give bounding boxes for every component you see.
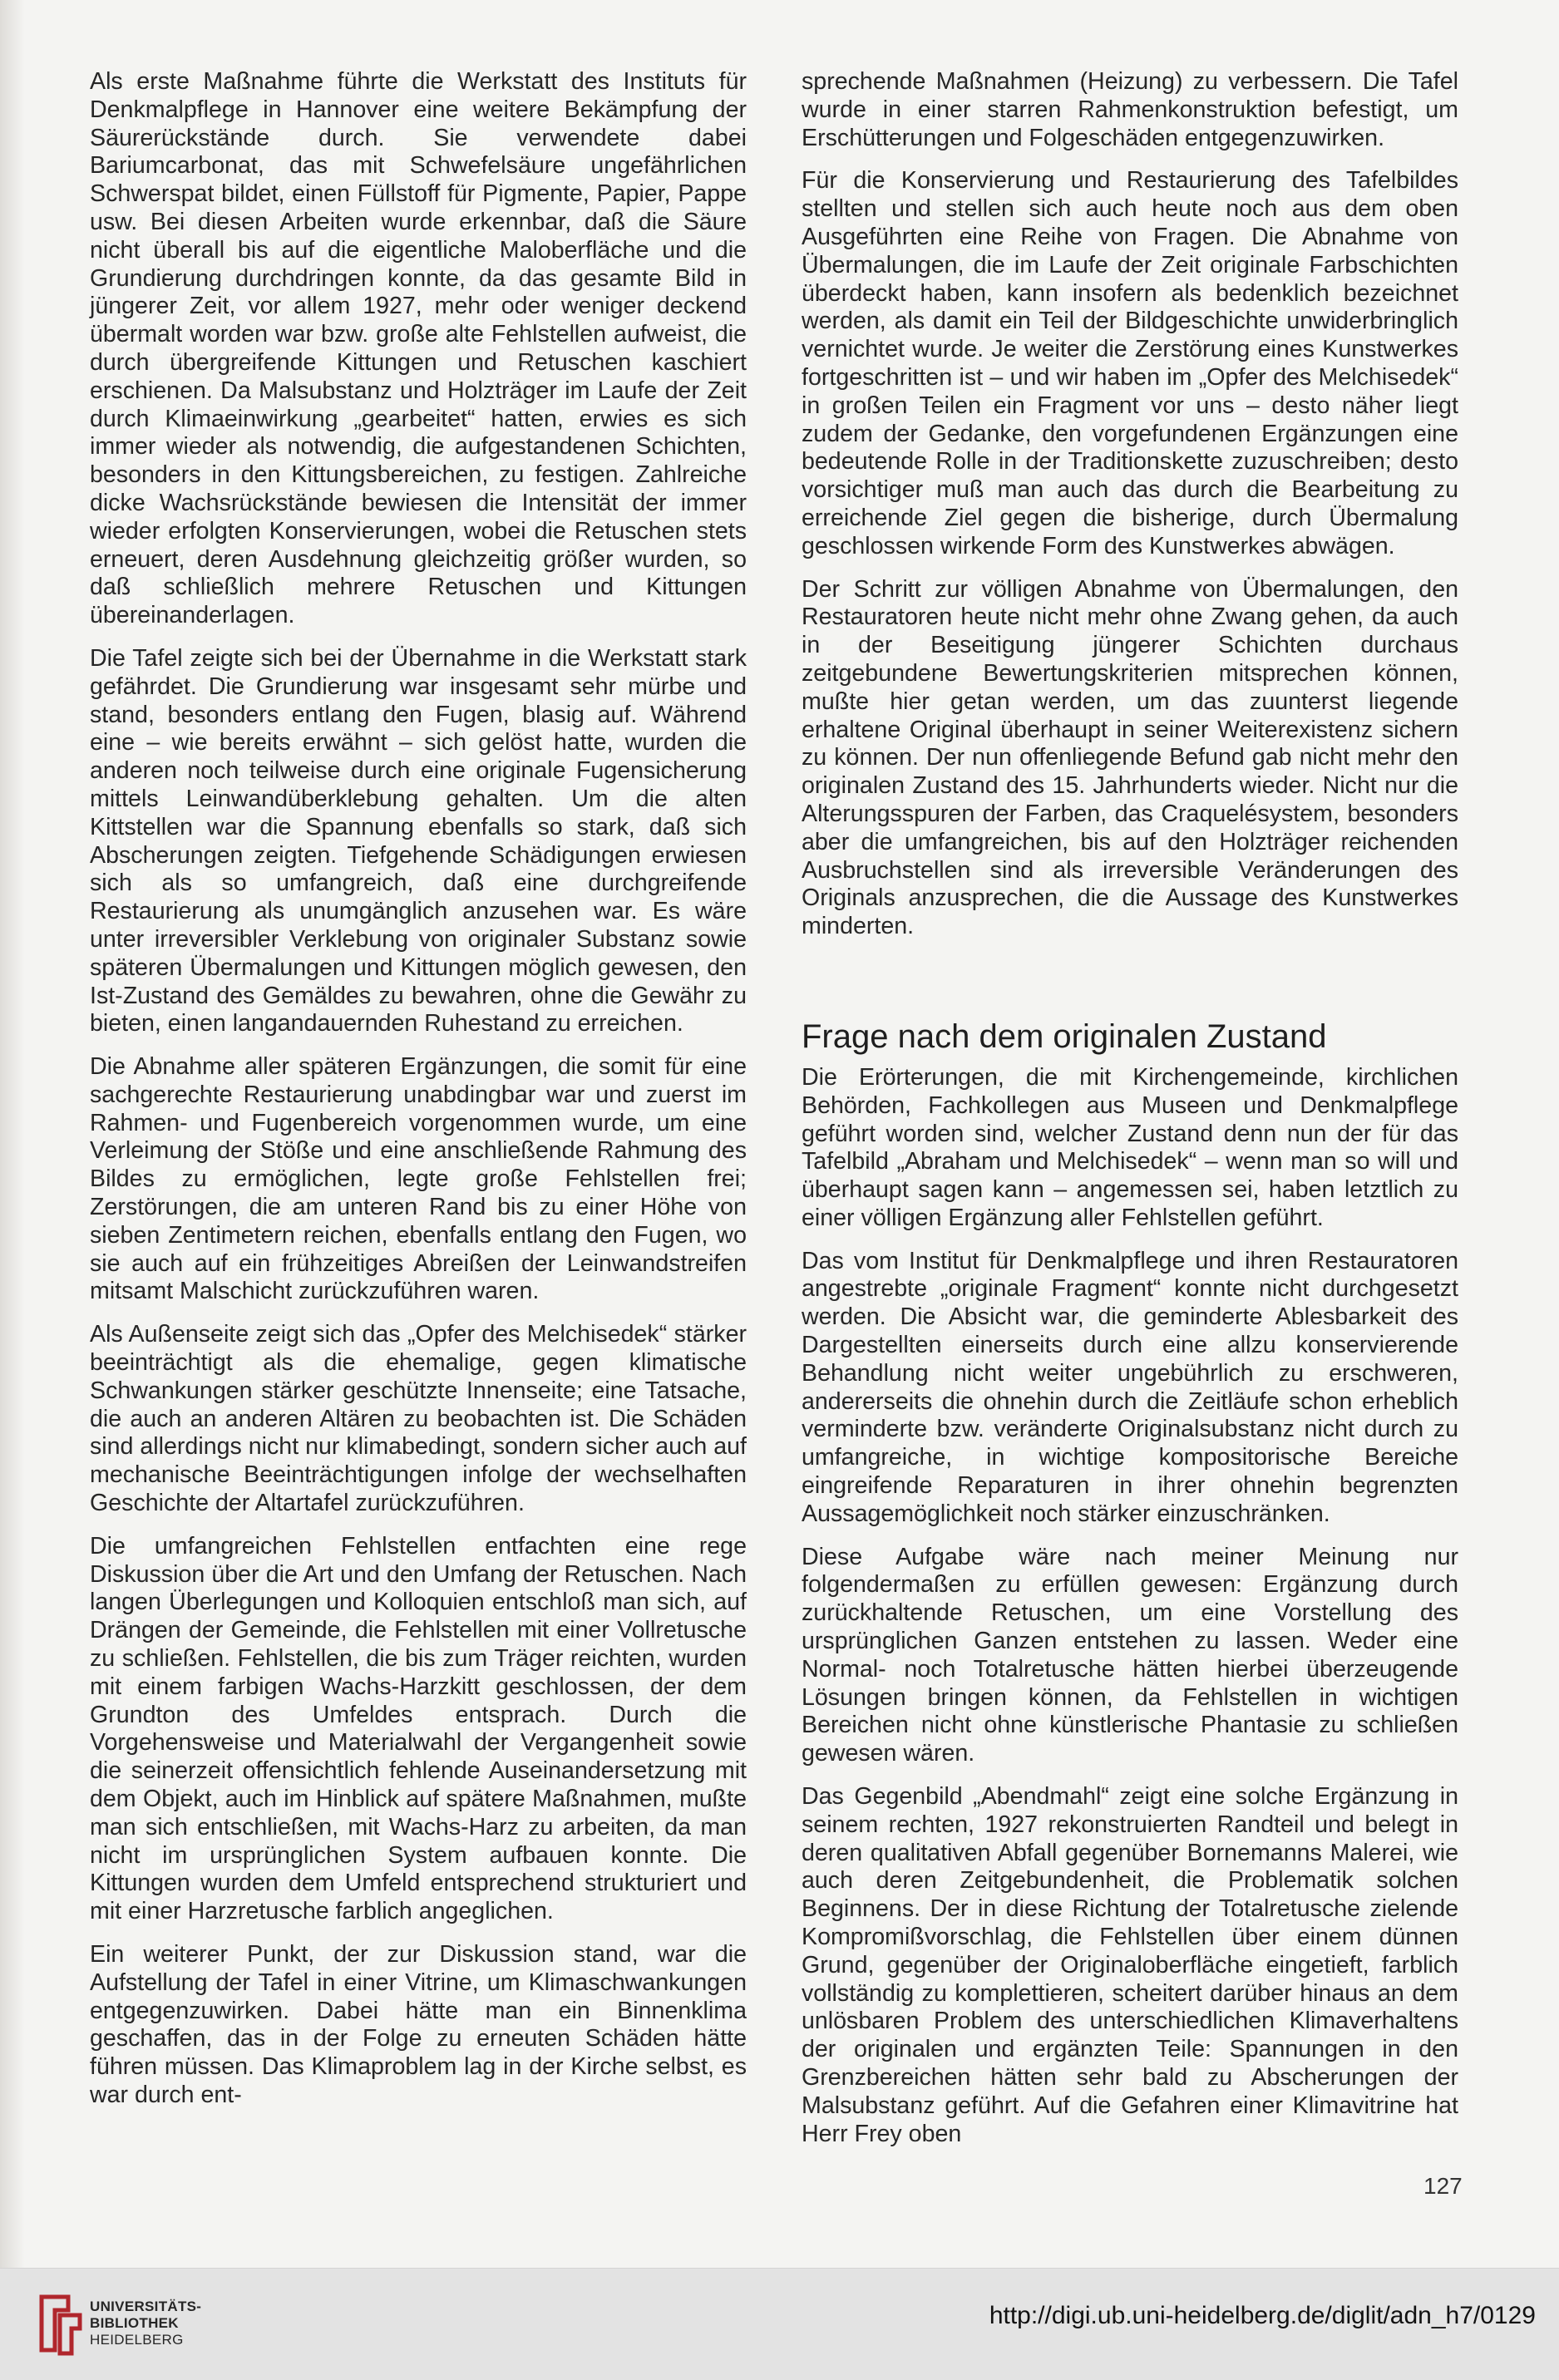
- right-column: [802, 68, 1458, 2163]
- left-column: [90, 68, 747, 2125]
- paragraph: Die Abnahme aller späteren Ergänzungen, die somit für eine sachgerechte Restaurierung unabdingbar war und zuerst im Rahmen- und Fugenbereich vorgenommen wurde, um eine Verleimung der Stöße und eine anschließende Rahmung des Bildes zu ermöglichen, legte große Fehlstellen frei; Zerstörungen, die am unteren Rand bis zu einer Höhe von sieben Zentimetern reichen, ebenfalls entlang den Fugen, wo sie auch auf ein frühzeitiges Abreißen der Leinwandstreifen mitsamt Malschicht zurückzuführen waren.: [90, 1053, 747, 1305]
- paragraph: Die Tafel zeigte sich bei der Übernahme in die Werkstatt stark gefährdet. Die Grundierung war insgesamt sehr mürbe und stand, besonders entlang den Fugen, blasig auf. Während eine – wie bereits erwähnt – sich gelöst hatte, wurden die anderen noch teilweise durch eine originale Fugensicherung mittels Leinwandüberklebung gehalten. Um die alten Kittstellen war die Spannung ebenfalls so stark, daß sich Abscherungen zeigten. Tiefgehende Schädigungen erwiesen sich als so umfangreich, daß eine durchgreifende Restaurierung als unumgänglich anzusehen war. Es wäre unter irreversibler Verklebung von originaler Substanz sowie späteren Übermalungen und Kittungen möglich gewesen, den Ist-Zustand des Gemäldes zu bewahren, ohne die Gewähr zu bieten, einen langandauernden Ruhestand zu erreichen.: [90, 644, 747, 1037]
- library-name-line: HEIDELBERG: [90, 2332, 184, 2348]
- page-number: 127: [1423, 2173, 1463, 2199]
- paragraph: Als Außenseite zeigt sich das „Opfer des Melchisedek“ stärker beeinträchtigt als die ehemalige, gegen klimatische Schwankungen stärker geschützte Innenseite; eine Tatsache, die auch an anderen Altären zu beobachten ist. Die Schäden sind allerdings nicht nur klimabedingt, sondern sicher auch auf mechanische Beeinträchtigungen infolge der wechselhaften Geschichte der Altartafel zurückzuführen.: [90, 1321, 747, 1517]
- source-url-link[interactable]: http://digi.ub.uni-heidelberg.de/diglit/adn_h7/0129: [989, 2302, 1536, 2329]
- paragraph: Diese Aufgabe wäre nach meiner Meinung nur folgendermaßen zu erfüllen gewesen: Ergänzung durch zurückhaltende Retuschen, um eine Vorstellung des ursprünglichen Ganzen entstehen zu lassen. Weder eine Normal- noch Totalretusche hätten hierbei überzeugende Lösungen bringen können, da Fehlstellen in wichtigen Bereichen nicht ohne künstlerische Phantasie zu schließen gewesen wären.: [802, 1543, 1458, 1767]
- paragraph: Die umfangreichen Fehlstellen entfachten eine rege Diskussion über die Art und den Umfang der Retuschen. Nach langen Überlegungen und Kolloquien entschloß man sich, auf Drängen der Gemeinde, die Fehlstellen mit einer Vollretusche zu schließen. Fehlstellen, die bis zum Träger reichten, wurden mit einem farbigen Wachs-Harzkitt geschlossen, der dem Grundton des Umfeldes entsprach. Durch die Vorgehensweise und Materialwahl der Vergangenheit sowie die seinerzeit offensichtlich fehlende Auseinandersetzung mit dem Objekt, auch im Hinblick auf spätere Maßnahmen, mußte man sich entschließen, mit Wachs-Harz zu arbeiten, da man nicht im ursprünglichen System aufbauen konnte. Die Kittungen wurden dem Umfeld entsprechend strukturiert und mit einer Harzretusche farblich angeglichen.: [90, 1532, 747, 1925]
- paragraph: Das vom Institut für Denkmalpflege und ihren Restauratoren angestrebte „originale Fragment“ konnte nicht durchgesetzt werden. Die Absicht war, die geminderte Ablesbarkeit des Dargestellten einerseits durch eine allzu konservierende Behandlung nicht weiter ungebührlich zu erschweren, andererseits die ohnehin durch die Zeitläufe schon erheblich verminderte bzw. veränderte Originalsubstanz nicht durch zu umfangreiche, in wichtige kompositorische Bereiche eingreifende Reparaturen in ihrer ohnehin begrenzten Aussagemöglichkeit noch stärker einzuschränken.: [802, 1247, 1458, 1527]
- paragraph: Der Schritt zur völligen Abnahme von Übermalungen, den Restauratoren heute nicht mehr ohne Zwang gehen, da auch in der Beseitigung jüngerer Schichten durchaus zeitgebundene Bewertungskriterien mitsprechen können, mußte hier getan werden, um das zuunterst liegende erhaltene Original überhaupt in seiner Weiterexistenz sichern zu können. Der nun offenliegende Befund gab nicht mehr den originalen Zustand des 15. Jahrhunderts wieder. Nicht nur die Alterungsspuren der Farben, das Craquelésystem, besonders aber die umfangreichen, bis auf den Holzträger reichenden Ausbruchstellen sind als irreversible Veränderungen des Originals anzusprechen, die die Aussage des Kunstwerkes minderten.: [802, 575, 1458, 940]
- footer-bar: [0, 2268, 1559, 2380]
- library-name-line: UNIVERSITÄTS-: [90, 2299, 202, 2314]
- paragraph: sprechende Maßnahmen (Heizung) zu verbessern. Die Tafel wurde in einer starren Rahmenkonstruktion befestigt, um Erschütterungen und Folgeschäden entgegenzuwirken.: [802, 68, 1458, 151]
- ub-heidelberg-logo-icon: [35, 2289, 86, 2358]
- page-edge: [0, 0, 25, 2268]
- paragraph: Als erste Maßnahme führte die Werkstatt des Instituts für Denkmalpflege in Hannover eine weitere Bekämpfung der Säurerückstände durch. Sie verwendete dabei Bariumcarbonat, das mit Schwefelsäure ungefährlichen Schwerspat bildet, einen Füllstoff für Pigmente, Papier, Pappe usw. Bei diesen Arbeiten wurde erkennbar, daß die Säure nicht überall bis auf die eigentliche Maloberfläche und die Grundierung durchdringen konnte, da das gesamte Bild in jüngerer Zeit, vor allem 1927, mehr oder weniger deckend übermalt worden war bzw. große alte Fehlstellen aufweist, die durch übergreifende Kittungen und Retuschen kaschiert erschienen. Da Malsubstanz und Holzträger im Laufe der Zeit durch Klimaeinwirkung „gearbeitet“ hatten, erwies es sich immer wieder als notwendig, die aufgestandenen Schichten, besonders in den Kittungsbereichen, zu festigen. Zahlreiche dicke Wachsrückstände bewiesen die Intensität der immer wieder erfolgten Konservierungen, wobei die Retuschen stets erneuert, deren Ausdehnung gleichzeitig größer wurden, so daß schließlich mehrere Retuschen und Kittungen übereinanderlagen.: [90, 68, 747, 629]
- paragraph: Für die Konservierung und Restaurierung des Tafelbildes stellten und stellen sich auch heute noch aus dem oben Ausgeführten eine Reihe von Fragen. Die Abnahme von Übermalungen, die im Laufe der Zeit originale Farbschichten überdeckt haben, kann insofern als bedenklich bezeichnet werden, als damit ein Teil der Bildgeschichte unwiderbringlich vernichtet wurde. Je weiter die Zerstörung eines Kunstwerkes fortgeschritten ist – und wir haben im „Opfer des Melchisedek“ in großen Teilen ein Fragment vor uns – desto näher liegt zudem der Gedanke, den vorgefundenen Ergänzungen eine bedeutende Rolle in der Traditionskette zuzuschreiben; desto vorsichtiger muß man auch das durch die Bearbeitung zu erreichende Ziel gegen die bisherige, durch Übermalung geschlossen wirkende Form des Kunstwerkes abwägen.: [802, 167, 1458, 559]
- library-name-line: BIBLIOTHEK: [90, 2315, 179, 2331]
- paragraph: Das Gegenbild „Abendmahl“ zeigt eine solche Ergänzung in seinem rechten, 1927 rekonstruierten Randteil und belegt in deren qualitativen Abfall gegenüber Bornemanns Malerei, wie auch deren Zeitgebundenheit, die Problematik solchen Beginnens. Der in diese Richtung der Totalretusche zielende Kompromißvorschlag, die Fehlstellen über einem dünnen Grund, gegenüber der Originaloberfläche eingetieft, farblich vollständig zu komplettieren, scheitert darüber hinaus an dem unlösbaren Problem des unterschiedlichen Klimaverhaltens der originalen und ergänzten Teile: Spannungen in den Grenzbereichen hätten sehr bald zu Abscherungen der Malsubstanz geführt. Auf die Gefahren einer Klimavitrine hat Herr Frey oben: [802, 1783, 1458, 2147]
- library-name: [90, 2299, 201, 2348]
- paragraph: Ein weiterer Punkt, der zur Diskussion stand, war die Aufstellung der Tafel in einer Vitrine, um Klimaschwankungen entgegenzuwirken. Dabei hätte man ein Binnenklima geschaffen, das in der Folge zu erneuten Schäden hätte führen müssen. Das Klimaproblem lag in der Kirche selbst, es war durch ent-: [90, 1941, 747, 2108]
- paragraph: Die Erörterungen, die mit Kirchengemeinde, kirchlichen Behörden, Fachkollegen aus Museen und Denkmalpflege geführt worden sind, welcher Zustand denn nun der für das Tafelbild „Abraham und Melchisedek“ – wenn man so will und überhaupt sagen kann – angemessen sei, haben letztlich zu einer völligen Ergänzung aller Fehlstellen geführt.: [802, 1063, 1458, 1231]
- section-heading: Frage nach dem originalen Zustand: [802, 1018, 1327, 1055]
